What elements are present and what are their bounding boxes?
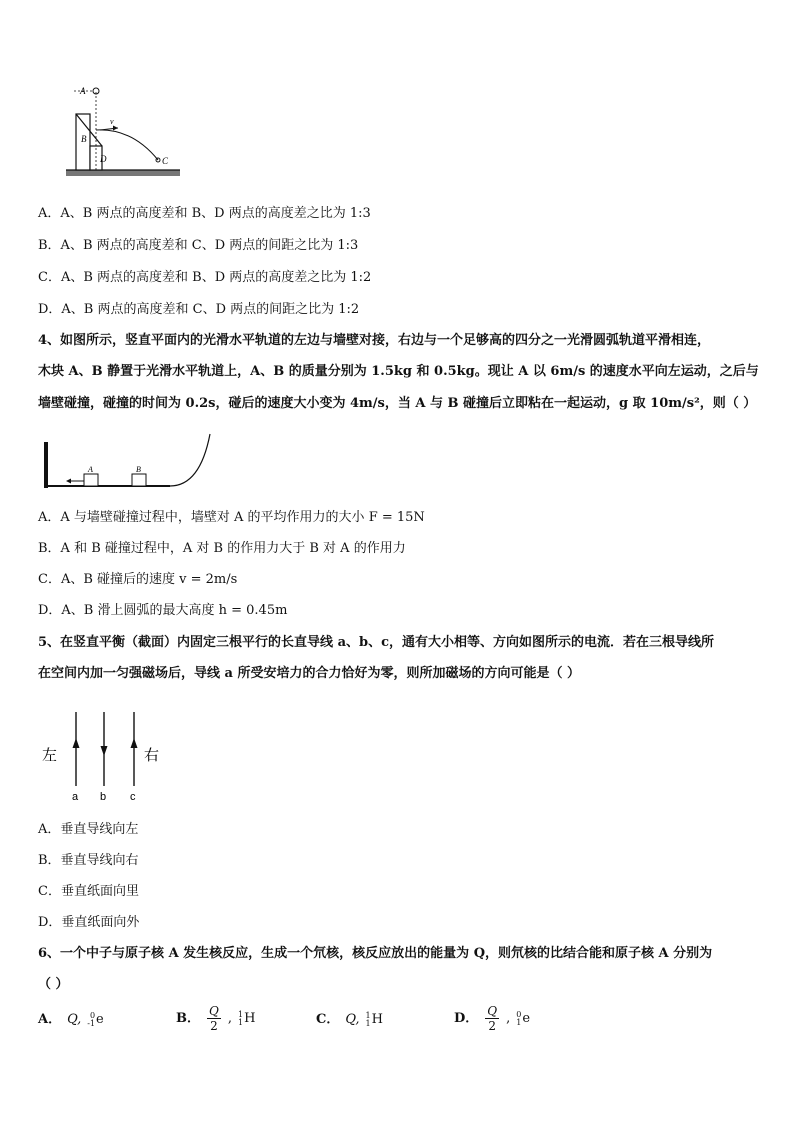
q3-label-v: v <box>110 117 114 126</box>
q4-track-figure <box>40 430 220 490</box>
q4-stem-line-2: 木块 A、B 静置于光滑水平轨道上，A、B 的质量分别为 1.5kg 和 0.5kg。现让 A 以 6m/s 的速度水平向左运动，之后与 <box>38 364 759 379</box>
q6-option-b-denominator: 2 <box>210 1019 218 1033</box>
q5-option-b: B．垂直导线向右 <box>38 853 139 868</box>
q6-option-a-symbol: e <box>96 1012 104 1027</box>
q5-wire-a-label: a <box>72 791 79 803</box>
q6-option-b-numerator: Q <box>209 1004 219 1018</box>
q6-option-c-q: Q, <box>345 1012 360 1027</box>
q3-label-D: D <box>100 154 107 164</box>
q6-option-d-symbol: e <box>522 1010 531 1026</box>
q6-option-b: B． $\frac{Q}{2}$ , 1 1 H <box>176 1004 256 1033</box>
q6-option-d: D． $\frac{Q}{2}$ , 0 1 e <box>454 1004 531 1033</box>
q3-option-b: B．A、B 两点的高度差和 C、D 两点的间距之比为 1:3 <box>38 238 359 253</box>
q3-option-d: D．A、B 两点的高度差和 C、D 两点的间距之比为 1:2 <box>38 302 360 317</box>
q6-option-a-mass: 0 <box>89 1011 96 1020</box>
q6-option-b-fraction <box>207 1004 221 1033</box>
q6-option-d-letter: D． <box>454 1010 479 1026</box>
q6-option-d-nuclide <box>516 1011 530 1027</box>
q4-option-c: C．A、B 碰撞后的速度 v = 2m/s <box>38 572 238 587</box>
q6-stem-line-2: （ ） <box>38 977 69 992</box>
q5-option-d: D．垂直纸面向外 <box>38 915 140 930</box>
q4-option-b: B．A 和 B 碰撞过程中，A 对 B 的作用力大于 B 对 A 的作用力 <box>38 541 406 556</box>
q6-option-b-letter: B． <box>176 1010 200 1026</box>
q6-option-d-mass: 0 <box>516 1009 522 1019</box>
q6-option-c-nuclide <box>366 1012 383 1028</box>
q6-option-b-symbol: H <box>244 1010 256 1026</box>
q3-label-B: B <box>81 134 87 144</box>
q6-option-a <box>38 1012 104 1028</box>
q4-label-A: A <box>88 465 93 474</box>
q6-option-b-mass: 1 <box>237 1009 244 1019</box>
q5-wire-b-label: b <box>100 791 107 803</box>
q5-wires-figure <box>38 708 178 804</box>
q6-option-c-charge: 1 <box>365 1019 371 1028</box>
q4-option-d: D．A、B 滑上圆弧的最大高度 h = 0.45m <box>38 603 288 618</box>
q6-option-d-charge: 1 <box>516 1017 522 1027</box>
q6-option-b-charge: 1 <box>237 1017 244 1027</box>
q6-option-c <box>316 1012 383 1028</box>
q6-option-d-denominator: 2 <box>488 1019 497 1033</box>
q6-option-b-nuclide <box>238 1011 255 1027</box>
q3-option-c: C．A、B 两点的高度差和 B、D 两点的高度差之比为 1:2 <box>38 270 372 285</box>
q4-option-a: A．A 与墙壁碰撞过程中，墙壁对 A 的平均作用力的大小 F = 15N <box>38 510 425 525</box>
q5-left-label: 左 <box>42 746 58 764</box>
q3-projectile-figure <box>62 84 182 186</box>
q4-label-B: B <box>136 465 141 474</box>
q6-option-d-numerator: Q <box>487 1004 498 1018</box>
q5-right-label: 右 <box>144 746 160 764</box>
q6-option-a-nuclide <box>87 1012 104 1028</box>
q5-stem-line-1: 5、在竖直平衡（截面）内固定三根平行的长直导线 a、b、c，通有大小相等、方向如图所示的电流．若在三根导线所 <box>38 635 715 650</box>
q6-option-a-letter: A． <box>38 1012 62 1027</box>
q3-option-a: A．A、B 两点的高度差和 B、D 两点的高度差之比为 1:3 <box>38 206 371 221</box>
q6-stem-line-1: 6、一个中子与原子核 A 发生核反应，生成一个氘核，核反应放出的能量为 Q，则氘核的比结合能和原子核 A 分别为 <box>38 946 713 961</box>
q6-option-a-charge: -1 <box>87 1019 96 1028</box>
q5-wire-c-label: c <box>130 791 136 803</box>
q6-option-c-letter: C． <box>316 1012 340 1027</box>
q4-stem-line-3: 墙壁碰撞，碰撞的时间为 0.2s，碰后的速度大小变为 4m/s，当 A 与 B 碰撞后立即粘在一起运动，g 取 10m/s²，则（ ） <box>38 396 757 411</box>
q5-option-c: C．垂直纸面向里 <box>38 884 139 899</box>
q6-option-c-symbol: H <box>371 1012 383 1027</box>
q4-stem-line-1: 4、如图所示，竖直平面内的光滑水平轨道的左边与墙壁对接，右边与一个足够高的四分之一光滑圆弧轨道平滑相连， <box>38 333 711 348</box>
q5-option-a: A．垂直导线向左 <box>38 822 139 837</box>
q6-option-c-mass: 1 <box>365 1011 371 1020</box>
q3-label-A: A <box>80 86 86 96</box>
q6-option-d-fraction <box>485 1004 499 1033</box>
q3-label-C: C <box>162 156 169 166</box>
q5-stem-line-2: 在空间内加一匀强磁场后，导线 a 所受安培力的合力恰好为零，则所加磁场的方向可能是（ ） <box>38 666 581 681</box>
q6-option-a-q: Q, <box>67 1012 82 1027</box>
